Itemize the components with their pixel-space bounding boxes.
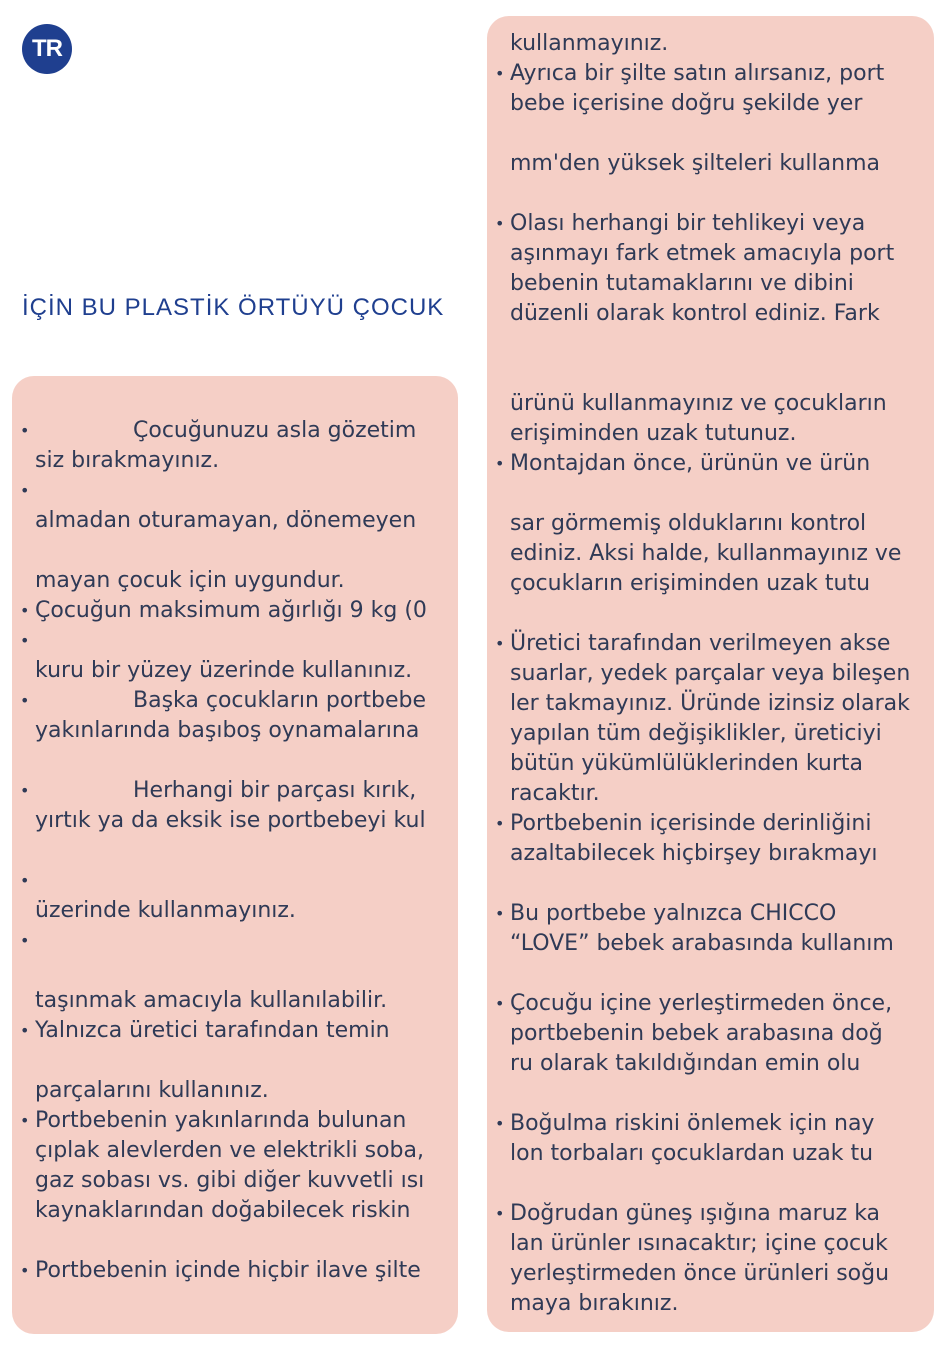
text-line: Herhangi bir parçası kırık, <box>133 778 417 803</box>
text-line: gaz sobası vs. gibi diğer kuvvetli ısı <box>35 1168 425 1193</box>
text-line: “LOVE” bebek arabasında kullanım <box>510 931 894 956</box>
bullet-marker: • <box>20 481 30 500</box>
text-line: Çocuğu içine yerleştirmeden önce, <box>510 991 893 1016</box>
bullet-marker: • <box>20 1111 30 1130</box>
text-line: mm'den yüksek şilteleri kullanma <box>510 151 880 176</box>
text-line: portbebenin bebek arabasına doğ <box>510 1021 883 1046</box>
text-line: yakınlarında başıboş oynamalarına <box>35 718 420 743</box>
text-line: Doğrudan güneş ışığına maruz ka <box>510 1201 881 1226</box>
bullet-marker: • <box>495 634 505 653</box>
text-line: erişiminden uzak tutunuz. <box>510 421 797 446</box>
text-line: ler takmayınız. Üründe izinsiz olarak <box>510 691 910 716</box>
text-line: azaltabilecek hiçbirşey bırakmayı <box>510 841 878 866</box>
text-line: düzenli olarak kontrol ediniz. Fark <box>510 301 880 326</box>
text-line: kaynaklarından doğabilecek riskin <box>35 1198 411 1223</box>
text-line: siz bırakmayınız. <box>35 448 220 473</box>
bullet-marker: • <box>20 601 30 620</box>
text-line: çocukların erişiminden uzak tutu <box>510 571 871 596</box>
text-line: racaktır. <box>510 781 600 806</box>
text-line: ürünü kullanmayınız ve çocukların <box>510 391 887 416</box>
bullet-marker: • <box>20 871 30 890</box>
text-line: lan ürünler ısınacaktır; içine çocuk <box>510 1231 888 1256</box>
text-line: kullanmayınız. <box>510 31 669 56</box>
bullet-marker: • <box>495 1204 505 1223</box>
text-line: Bu portbebe yalnızca CHICCO <box>510 901 837 926</box>
text-line: yerleştirmeden önce ürünleri soğu <box>510 1261 890 1286</box>
text-line: bütün yükümlülüklerinden kurta <box>510 751 864 776</box>
section-heading: İÇİN BU PLASTİK ÖRTÜYÜ ÇOCUK <box>22 294 445 321</box>
warnings-panel-left <box>12 376 458 1334</box>
text-line: Montajdan önce, ürünün ve ürün <box>510 451 871 476</box>
bullet-marker: • <box>495 64 505 83</box>
text-line: taşınmak amacıyla kullanılabilir. <box>35 988 388 1013</box>
text-line: Üretici tarafından verilmeyen akse <box>510 631 891 656</box>
text-line: Portbebenin içinde hiçbir ilave şilte <box>35 1258 421 1283</box>
text-line: yırtık ya da eksik ise portbebeyi kul <box>35 808 426 833</box>
bullet-marker: • <box>495 904 505 923</box>
text-line: çıplak alevlerden ve elektrikli soba, <box>35 1138 424 1163</box>
text-line: ediniz. Aksi halde, kullanmayınız ve <box>510 541 902 566</box>
warnings-panel-right <box>487 16 934 1332</box>
text-line: Olası herhangi bir tehlikeyi veya <box>510 211 866 236</box>
text-line: Ayrıca bir şilte satın alırsanız, port <box>510 61 885 86</box>
text-line: maya bırakınız. <box>510 1291 679 1316</box>
bullet-marker: • <box>495 1114 505 1133</box>
text-line: Boğulma riskini önlemek için nay <box>510 1111 875 1136</box>
text-line: Portbebenin içerisinde derinliğini <box>510 811 872 836</box>
text-line: Çocuğunuzu asla gözetim <box>133 418 417 443</box>
text-line: suarlar, yedek parçalar veya bileşen <box>510 661 911 686</box>
text-line: mayan çocuk için uygundur. <box>35 568 345 593</box>
bullet-marker: • <box>20 631 30 650</box>
bullet-marker: • <box>495 994 505 1013</box>
text-line: ru olarak takıldığından emin olu <box>510 1051 861 1076</box>
text-line: almadan oturamayan, dönemeyen <box>35 508 417 533</box>
bullet-marker: • <box>20 1261 30 1280</box>
language-badge: TR <box>22 24 72 74</box>
text-line: lon torbaları çocuklardan uzak tu <box>510 1141 874 1166</box>
bullet-marker: • <box>495 814 505 833</box>
text-line: yapılan tüm değişiklikler, üreticiyi <box>510 721 882 746</box>
text-line: sar görmemiş olduklarını kontrol <box>510 511 867 536</box>
text-line: Portbebenin yakınlarında bulunan <box>35 1108 407 1133</box>
bullet-marker: • <box>20 781 30 800</box>
bullet-marker: • <box>20 931 30 950</box>
text-line: bebe içerisine doğru şekilde yer <box>510 91 863 116</box>
text-line: Yalnızca üretici tarafından temin <box>35 1018 390 1043</box>
text-line: parçalarını kullanınız. <box>35 1078 269 1103</box>
bullet-marker: • <box>20 691 30 710</box>
text-line: bebenin tutamaklarını ve dibini <box>510 271 854 296</box>
text-line: aşınmayı fark etmek amacıyla port <box>510 241 895 266</box>
bullet-marker: • <box>495 214 505 233</box>
bullet-marker: • <box>20 421 30 440</box>
bullet-marker: • <box>20 1021 30 1040</box>
text-line: Çocuğun maksimum ağırlığı 9 kg (0 <box>35 598 427 623</box>
bullet-marker: • <box>495 454 505 473</box>
text-line: kuru bir yüzey üzerinde kullanınız. <box>35 658 413 683</box>
text-line: Başka çocukların portbebe <box>133 688 426 713</box>
text-line: üzerinde kullanmayınız. <box>35 898 296 923</box>
